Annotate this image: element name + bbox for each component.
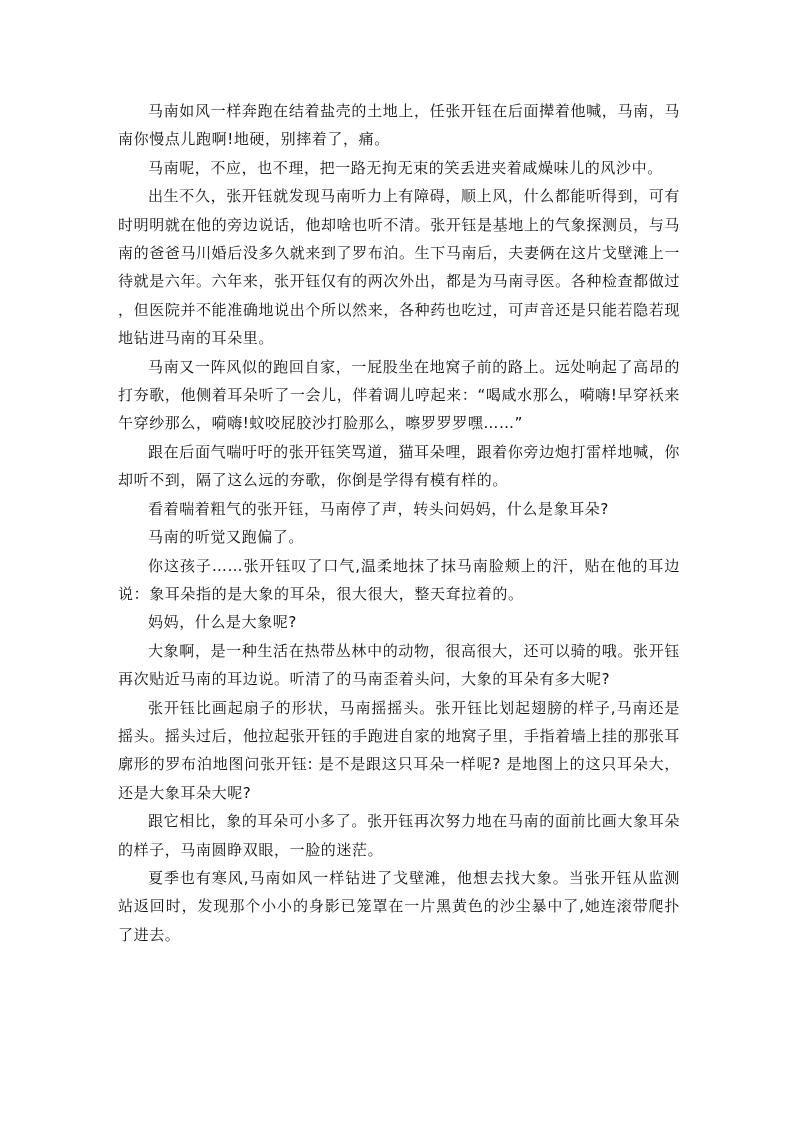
- paragraph: 夏季也有寒风,马南如风一样钻进了戈壁滩，他想去找大象。当张开钰从监测站返回时，发现那个小小的身影已笼罩在一片黑黄色的沙尘暴中了,她连滚带爬扑了进去。: [118, 868, 680, 944]
- paragraph: 马南呢，不应，也不理，把一路无拘无束的笑丢进夹着咸燥味儿的风沙中。: [148, 158, 663, 177]
- paragraph: 马南的听觉又跑偏了。: [148, 528, 305, 547]
- paragraph: 张开钰比画起扇子的形状，马南摇摇头。张开钰比划起翅膀的样子,马南还是摇头。摇头过后，他拉起张开钰的手跑进自家的地窝子里，手指着墙上挂的那张耳廓形的罗布泊地图问张开钰: 是不是跟这只耳朵一样呢? 是地图上的这只耳朵大，还是大象耳朵大呢?: [118, 698, 680, 802]
- paragraph: 跟在后面气喘吁吁的张开钰笑骂道，猫耳朵哩，跟着你旁边炮打雷样地喊，你却听不到，隔了这么远的夯歌，你倒是学得有模有样的。: [118, 442, 680, 490]
- paragraph: 大象啊，是一种生活在热带丛林中的动物，很高很大，还可以骑的哦。张开钰再次贴近马南的耳边说。听清了的马南歪着头问，大象的耳朵有多大呢?: [118, 641, 680, 689]
- paragraph: 看着喘着粗气的张开钰，马南停了声，转头问妈妈，什么是象耳朵?: [148, 499, 609, 518]
- paragraph: 你这孩子……张开钰叹了口气,温柔地抹了抹马南脸颊上的汗，贴在他的耳边说：象耳朵指的是大象的耳朵，很大很大，整天耷拉着的。: [118, 556, 680, 603]
- paragraph: 跟它相比，象的耳朵可小多了。张开钰再次努力地在马南的面前比画大象耳朵的样子，马南圆睁双眼，一脸的迷茫。: [118, 812, 680, 859]
- paragraph: 马南如风一样奔跑在结着盐壳的土地上，任张开钰在后面撵着他喊，马南，马南你慢点儿跑啊!地硬，别摔着了，痛。: [118, 102, 680, 149]
- document-page: [118, 97, 680, 949]
- paragraph: 妈妈，什么是大象呢?: [148, 613, 297, 632]
- paragraph: 马南又一阵风似的跑回自家，一屁股坐在地窝子前的路上。远处响起了高昂的打夯歌，他侧着耳朵听了一会儿，伴着调儿哼起来：“喝咸水那么，嗬嗨!早穿袄来午穿纱那么，嗬嗨!蚊咬屁胶沙打脸那么，嚓罗罗罗嘿……”: [118, 357, 680, 433]
- paragraph: 出生不久，张开钰就发现马南听力上有障碍，顺上风，什么都能听得到，可有时明明就在他的旁边说话，他却啥也听不清。张开钰是基地上的气象探测员，与马南的爸爸马川婚后没多久就来到了罗布泊。生下马南后，夫妻俩在这片戈壁滩上一待就是六年。六年来，张开钰仅有的两次外出，都是为马南寻医。各种检查都做过，但医院并不能准确地说出个所以然来，各种药也吃过，可声音还是只能若隐若现地钻进马南的耳朵里。: [118, 187, 680, 348]
